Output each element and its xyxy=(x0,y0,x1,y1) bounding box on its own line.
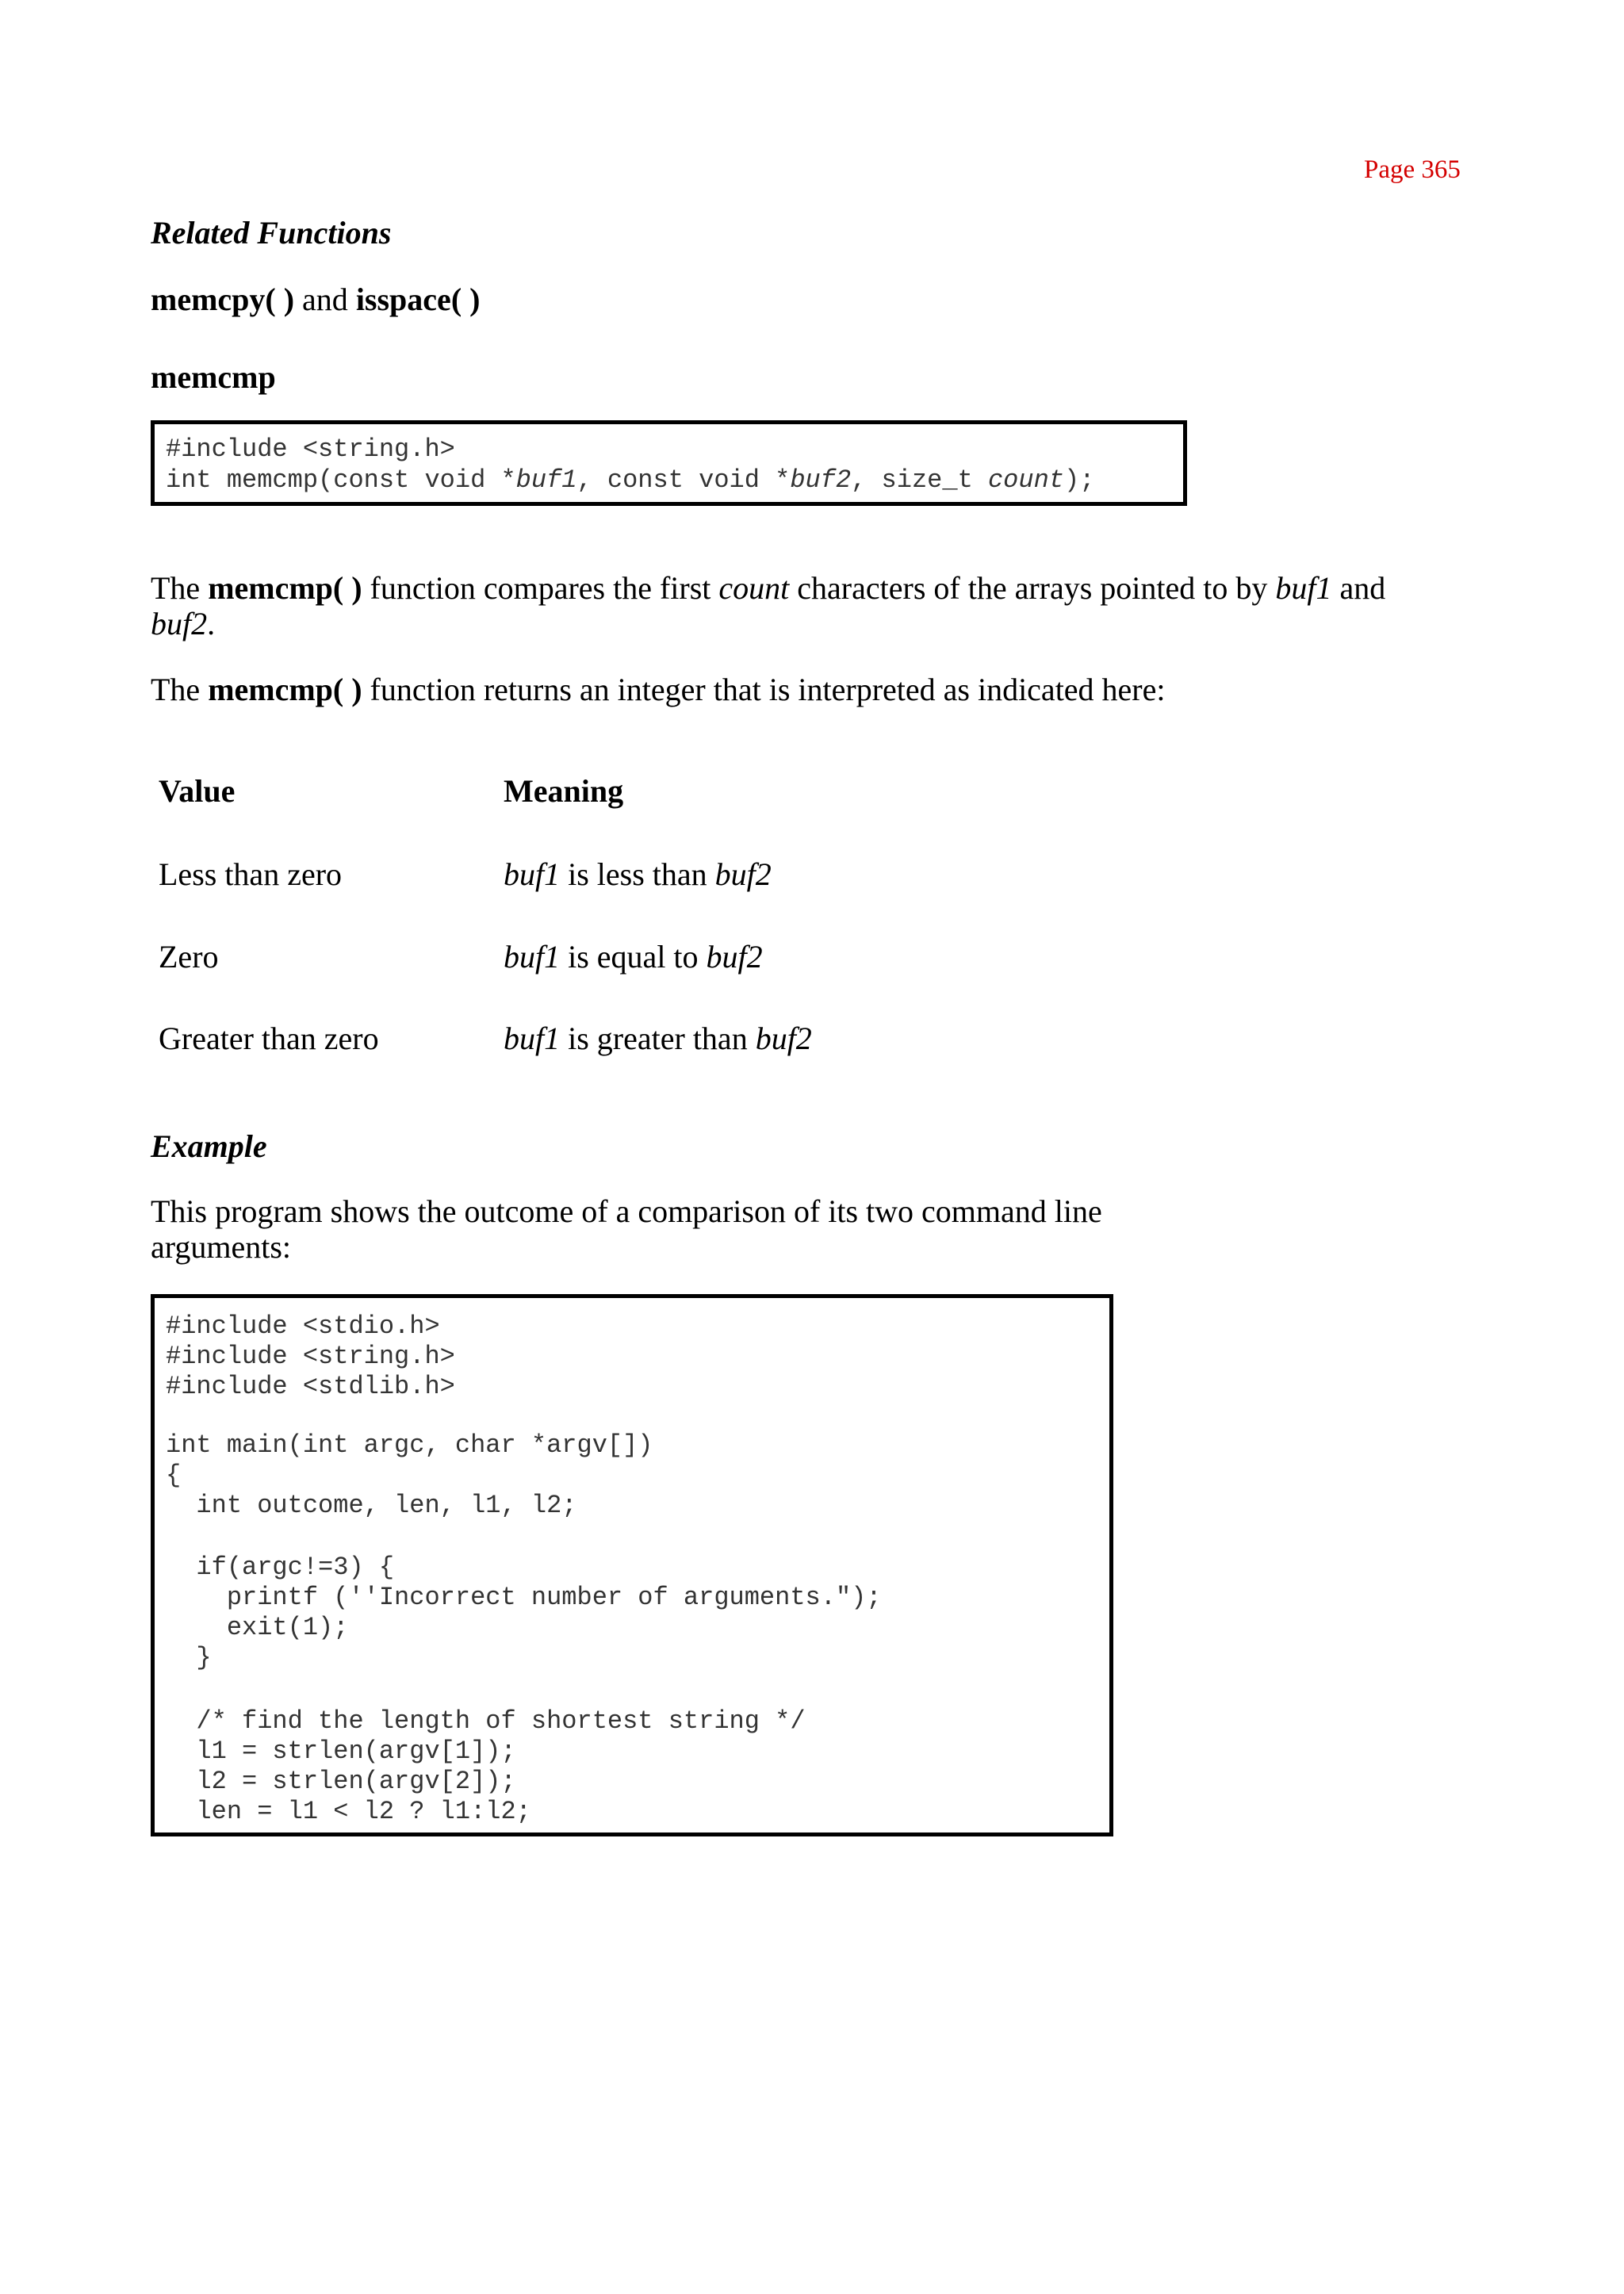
code-line: l1 = strlen(argv[1]); xyxy=(166,1737,516,1766)
code-line: int main(int argc, char *argv[]) xyxy=(166,1430,653,1460)
code-line: { xyxy=(166,1461,182,1490)
code-line: #include <stdio.h> xyxy=(166,1312,440,1341)
code-line: int outcome, len, l1, l2; xyxy=(166,1491,577,1520)
param-count: count xyxy=(718,570,790,606)
related-fn-memcpy: memcpy( ) xyxy=(151,281,295,317)
text: The xyxy=(151,570,209,606)
code-line: l2 = strlen(argv[2]); xyxy=(166,1767,516,1796)
related-functions-heading: Related Functions xyxy=(151,215,392,251)
table-row-value: Zero xyxy=(159,939,219,975)
code-line: exit(1); xyxy=(166,1613,349,1642)
related-functions-list xyxy=(151,281,480,318)
text: is less than xyxy=(560,856,715,892)
table-row-meaning xyxy=(504,856,772,893)
text: characters of the arrays pointed to by xyxy=(789,570,1276,606)
sig-part: , const void * xyxy=(576,465,791,495)
code-line: #include <stdlib.h> xyxy=(166,1372,455,1401)
prototype-box xyxy=(151,420,1187,506)
example-intro-line-2: arguments: xyxy=(151,1229,292,1265)
fn-name: memcmp( ) xyxy=(208,570,362,606)
description-line-1 xyxy=(151,569,1385,607)
text: buf1 xyxy=(504,1021,561,1056)
code-line: len = l1 < l2 ? l1:l2; xyxy=(166,1797,531,1826)
code-line: if(argc!=3) { xyxy=(166,1553,395,1582)
return-description xyxy=(151,671,1166,708)
sig-part: , size_t xyxy=(851,465,988,495)
text: function returns an integer that is interpreted as indicated here: xyxy=(362,672,1166,707)
text: buf2 xyxy=(706,939,763,975)
table-header-value: Value xyxy=(159,773,236,809)
text: is equal to xyxy=(560,939,707,975)
sig-param-count: count xyxy=(987,465,1064,495)
entry-title: memcmp xyxy=(151,359,276,395)
table-header-meaning: Meaning xyxy=(504,773,624,809)
param-buf1: buf1 xyxy=(1275,570,1332,606)
sig-param-buf2: buf2 xyxy=(790,465,852,495)
table-row-meaning xyxy=(504,1020,812,1057)
code-line: } xyxy=(166,1643,212,1672)
text: buf1 xyxy=(504,856,561,892)
related-fn-isspace: isspace( ) xyxy=(355,281,481,317)
text: and xyxy=(1331,570,1386,606)
page-number: Page 365 xyxy=(1364,155,1461,184)
related-and: and xyxy=(294,281,356,317)
table-row-meaning xyxy=(504,938,763,975)
prototype-signature xyxy=(166,465,1095,495)
code-line: #include <string.h> xyxy=(166,1342,455,1371)
example-heading: Example xyxy=(151,1128,267,1164)
text: is greater than xyxy=(560,1021,756,1056)
code-line: printf (''Incorrect number of arguments."); xyxy=(166,1583,882,1612)
text: buf2 xyxy=(755,1021,812,1056)
code-line: /* find the length of shortest string */ xyxy=(166,1706,806,1736)
table-row-value: Less than zero xyxy=(159,856,343,892)
sig-part: int memcmp(const void * xyxy=(166,465,516,495)
text: buf2 xyxy=(714,856,772,892)
text: function compares the first xyxy=(362,570,719,606)
sig-param-buf1: buf1 xyxy=(515,465,577,495)
sig-part: ); xyxy=(1063,465,1095,495)
param-buf2: buf2 xyxy=(151,606,208,641)
table-row-value: Greater than zero xyxy=(159,1021,379,1056)
text: buf1 xyxy=(504,939,561,975)
fn-name: memcmp( ) xyxy=(208,672,362,707)
prototype-include: #include <string.h> xyxy=(166,435,455,464)
example-code-box xyxy=(151,1294,1113,1836)
text: . xyxy=(207,606,216,641)
example-intro-line-1: This program shows the outcome of a comparison of its two command line xyxy=(151,1193,1102,1229)
text: The xyxy=(151,672,209,707)
description-line-2 xyxy=(151,605,215,642)
